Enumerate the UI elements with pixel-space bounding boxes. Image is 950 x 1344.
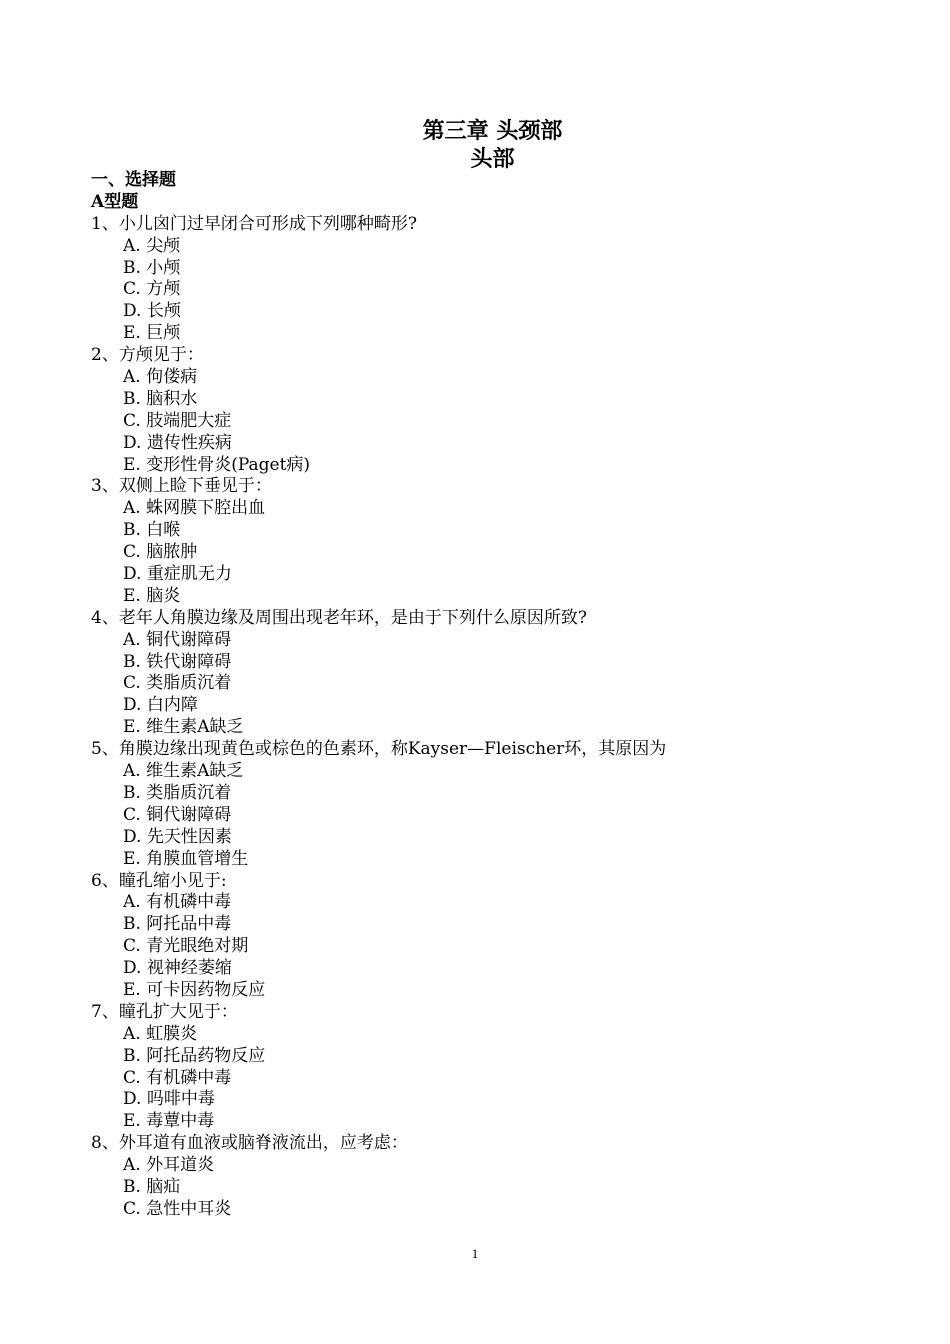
answer-option: A. 外耳道炎 [123,1155,215,1176]
question-text: 1、小儿囟门过早闭合可形成下列哪种畸形? [91,213,417,234]
answer-option: A. 蛛网膜下腔出血 [123,498,266,519]
section-heading: 一、选择题 [91,170,176,190]
answer-option: C. 方颅 [123,279,181,300]
answer-option: A. 铜代谢障碍 [123,629,232,650]
question-text: 4、老年人角膜边缘及周围出现老年环，是由于下列什么原因所致? [91,607,587,628]
question-text: 7、瞳孔扩大见于： [91,1001,238,1022]
answer-option: B. 脑疝 [123,1176,181,1197]
answer-option: C. 有机磷中毒 [123,1067,232,1088]
answer-option: A. 佝偻病 [123,367,198,388]
answer-option: E. 角膜血管增生 [123,848,249,869]
chapter-title: 第三章 头颈部 [422,118,563,144]
answer-option: C. 急性中耳炎 [123,1198,232,1219]
answer-option: C. 肢端肥大症 [123,410,232,431]
answer-option: E. 维生素A缺乏 [123,717,244,738]
question-text: 5、角膜边缘出现黄色或棕色的色素环，称Kayser—Fleischer环，其原因为 [91,739,667,760]
question-text: 6、瞳孔缩小见于: [91,870,227,891]
answer-option: D. 重症肌无力 [123,564,232,585]
answer-option: A. 维生素A缺乏 [123,761,244,782]
answer-option: C. 青光眼绝对期 [123,936,249,957]
answer-option: A. 有机磷中毒 [123,892,232,913]
answer-option: E. 变形性骨炎(Paget病) [123,454,311,475]
page-number: 1 [471,1246,479,1261]
subsection-heading: A型题 [91,191,139,212]
answer-option: B. 铁代谢障碍 [123,651,232,672]
answer-option: E. 毒蕈中毒 [123,1111,215,1132]
answer-option: D. 吗啡中毒 [123,1089,215,1110]
answer-option: B. 类脂质沉着 [123,782,232,803]
answer-option: D. 遗传性疾病 [123,432,232,453]
answer-option: C. 类脂质沉着 [123,673,232,694]
answer-option: B. 阿托品药物反应 [123,1045,266,1066]
question-text: 3、双侧上睑下垂见于： [91,476,272,497]
question-text: 8、外耳道有血液或脑脊液流出，应考虑： [91,1133,408,1154]
question-text: 2、方颅见于： [91,345,204,366]
answer-option: A. 尖颅 [123,235,181,256]
answer-option: B. 白喉 [123,520,181,541]
answer-option: D. 视神经萎缩 [123,958,232,979]
answer-option: E. 可卡因药物反应 [123,979,266,1000]
answer-option: D. 白内障 [123,695,198,716]
chapter-subtitle: 头部 [470,146,515,172]
answer-option: D. 长颅 [123,301,181,322]
answer-option: C. 脑脓肿 [123,542,198,563]
answer-option: B. 脑积水 [123,388,198,409]
answer-option: A. 虹膜炎 [123,1023,198,1044]
answer-option: D. 先天性因素 [123,826,232,847]
answer-option: B. 小颅 [123,257,181,278]
answer-option: C. 铜代谢障碍 [123,804,232,825]
answer-option: E. 脑炎 [123,585,181,606]
answer-option: B. 阿托品中毒 [123,914,232,935]
answer-option: E. 巨颅 [123,323,181,344]
question-list [91,170,911,1221]
questions-container [91,214,911,1221]
